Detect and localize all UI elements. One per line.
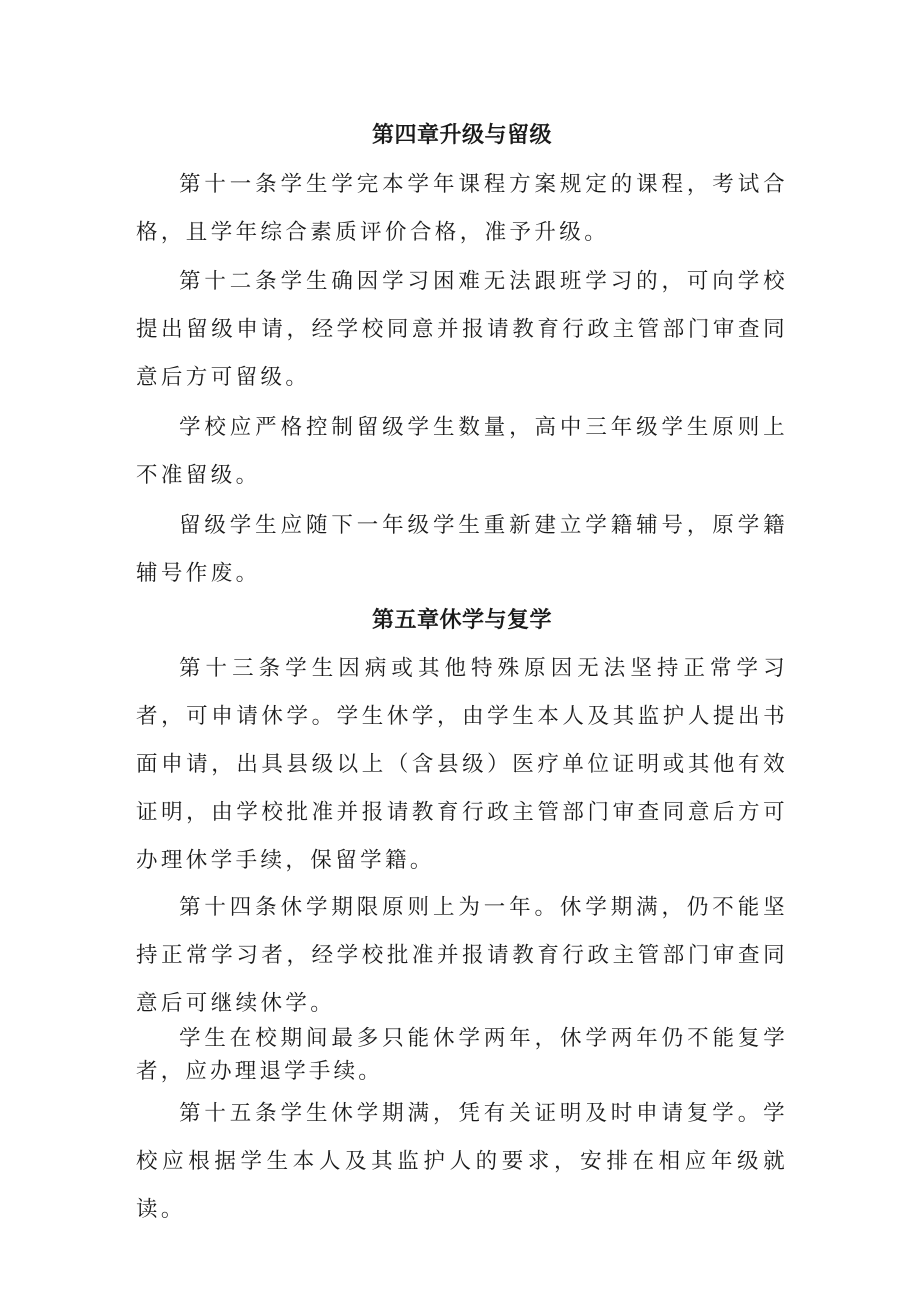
suspension-limit-paragraph: 学生在校期间最多只能休学两年，休学两年仍不能复学者，应办理退学手续。	[136, 1026, 788, 1084]
retention-record-paragraph: 留级学生应随下一年级学生重新建立学籍辅号，原学籍辅号作废。	[136, 513, 788, 586]
article-11-paragraph: 第十一条学生学完本学年课程方案规定的课程，考试合格，且学年综合素质评价合格，准予升级。	[136, 172, 788, 245]
article-14-paragraph: 第十四条休学期限原则上为一年。休学期满，仍不能坚持正常学习者，经学校批准并报请教育行政主管部门审查同意后可继续休学。	[136, 895, 788, 1016]
retention-limit-paragraph: 学校应严格控制留级学生数量，高中三年级学生原则上不准留级。	[136, 415, 788, 488]
chapter-4-title: 第四章升级与留级	[371, 123, 552, 148]
article-12-paragraph: 第十二条学生确因学习困难无法跟班学习的，可向学校提出留级申请，经学校同意并报请教育行政主管部门审查同意后方可留级。	[136, 269, 788, 390]
article-15-paragraph: 第十五条学生休学期满，凭有关证明及时申请复学。学校应根据学生本人及其监护人的要求，安排在相应年级就读。	[136, 1101, 788, 1222]
article-13-paragraph: 第十三条学生因病或其他特殊原因无法坚持正常学习者，可申请休学。学生休学，由学生本人及其监护人提出书面申请，出具县级以上（含县级）医疗单位证明或其他有效证明，由学校批准并报请教育行政主管部门审查同意后方可办理休学手续，保留学籍。	[136, 656, 788, 873]
chapter-5-title: 第五章休学与复学	[371, 608, 552, 633]
